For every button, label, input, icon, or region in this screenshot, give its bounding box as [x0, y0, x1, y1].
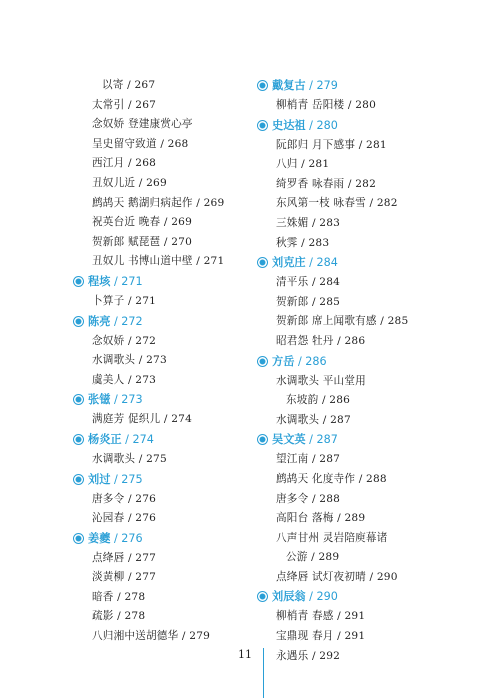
toc-entry: 三姝媚 / 283: [276, 216, 341, 229]
toc-author-heading: [258, 253, 458, 273]
toc-entry: 水调歌头 / 273: [92, 354, 167, 367]
toc-entry: 丑奴儿近 / 269: [92, 176, 167, 189]
author-page: / 275: [110, 472, 143, 486]
author-name: 戴复古: [272, 79, 306, 92]
toc-entry: 丑奴儿 书博山道中壁 / 271: [92, 255, 225, 268]
author-name: 程垓: [88, 274, 111, 288]
flower-bullet-icon: [258, 357, 267, 366]
toc-entry: 东坡韵 / 286: [286, 394, 351, 407]
flower-bullet-icon: [258, 121, 267, 130]
flower-bullet-icon: [258, 81, 267, 90]
author-name: 张镃: [88, 393, 111, 407]
author-name: 刘克庄: [272, 256, 306, 270]
toc-author-heading: [74, 470, 260, 490]
toc-entry: 卜算子 / 271: [92, 294, 157, 307]
toc-entry: 绮罗香 咏春雨 / 282: [276, 177, 377, 190]
toc-entry: 念奴娇 登建康赏心亭: [92, 118, 193, 131]
author-page: / 272: [110, 314, 143, 328]
toc-author-heading: [258, 76, 458, 96]
toc-author-heading: [74, 312, 260, 332]
author-page: / 290: [305, 590, 338, 604]
flower-bullet-icon: [74, 395, 83, 404]
toc-entry: 东风第一枝 咏春雪 / 282: [276, 197, 398, 210]
toc-column-left: [74, 76, 260, 647]
toc-entry: 点绛唇 试灯夜初晴 / 290: [276, 570, 398, 583]
toc-entry: 柳梢青 岳阳楼 / 280: [276, 99, 377, 111]
author-page: / 284: [305, 256, 338, 270]
author-name: 姜夔: [88, 531, 111, 545]
toc-entry: 贺新郎 赋琵琶 / 270: [92, 235, 193, 248]
author-name: 陈亮: [88, 314, 111, 328]
toc-entry: 祝英台近 晚春 / 269: [92, 216, 193, 229]
toc-author-heading: [258, 352, 458, 372]
toc-author-heading: [74, 430, 260, 450]
author-page: / 287: [305, 433, 338, 447]
toc-entry: 满庭芳 促织儿 / 274: [92, 413, 193, 426]
toc-entry: 以寄 / 267: [102, 79, 156, 91]
toc-entry: 望江南 / 287: [276, 453, 341, 466]
author-page: / 271: [110, 274, 143, 288]
author-page: / 276: [110, 531, 143, 545]
toc-entry: 宝鼎现 春月 / 291: [276, 630, 366, 643]
toc-entry: 鹧鸪天 化度寺作 / 288: [276, 472, 387, 485]
toc-entry: 唐多令 / 276: [92, 492, 157, 505]
toc-author-heading: [74, 390, 260, 410]
author-name: 史达祖: [272, 118, 306, 132]
toc-entry: 永遇乐 / 292: [276, 649, 341, 662]
toc-entry: 水调歌头 / 287: [276, 413, 351, 426]
toc-entry: 唐多令 / 288: [276, 492, 341, 505]
toc-entry: 沁园春 / 276: [92, 512, 157, 525]
toc-entry: 贺新郎 席上闻歌有感 / 285: [276, 315, 409, 328]
margin-rule: [263, 648, 264, 698]
page-number: 11: [238, 648, 252, 661]
toc-entry: 八归 / 281: [276, 158, 330, 171]
flower-bullet-icon: [74, 475, 83, 484]
author-name: 杨炎正: [88, 432, 122, 446]
flower-bullet-icon: [74, 534, 83, 543]
toc-entry: 念奴娇 / 272: [92, 334, 157, 347]
toc-entry: 阮郎归 月下感事 / 281: [276, 138, 387, 151]
author-name: 刘辰翁: [272, 590, 306, 604]
toc-entry: 昭君怨 牡丹 / 286: [276, 334, 366, 347]
toc-author-heading: [258, 116, 458, 136]
flower-bullet-icon: [74, 317, 83, 326]
toc-author-heading: [74, 529, 260, 549]
author-page: / 279: [305, 79, 338, 92]
toc-entry: 西江月 / 268: [92, 157, 157, 170]
flower-bullet-icon: [74, 435, 83, 444]
toc-entry: 八归湘中送胡德华 / 279: [92, 630, 211, 643]
toc-entry: 虞美人 / 273: [92, 373, 157, 386]
author-page: / 280: [305, 118, 338, 132]
author-name: 方岳: [272, 354, 295, 368]
toc-entry: 呈史留守致道 / 268: [92, 137, 189, 150]
toc-entry: 清平乐 / 284: [276, 276, 341, 289]
toc-entry: 公游 / 289: [286, 551, 340, 564]
toc-entry: 柳梢青 春感 / 291: [276, 610, 366, 623]
flower-bullet-icon: [258, 592, 267, 601]
toc-entry: 秋霁 / 283: [276, 236, 330, 249]
toc-entry: 水调歌头 平山堂用: [276, 374, 366, 387]
toc-entry: 水调歌头 / 275: [92, 452, 167, 465]
flower-bullet-icon: [258, 258, 267, 267]
toc-entry: 疏影 / 278: [92, 610, 146, 623]
toc-entry: 鹧鸪天 鹅湖归病起作 / 269: [92, 196, 225, 209]
author-name: 刘过: [88, 472, 111, 486]
toc-entry: 点绛唇 / 277: [92, 551, 157, 564]
flower-bullet-icon: [74, 277, 83, 286]
toc-author-heading: [258, 430, 458, 450]
toc-entry: 暗香 / 278: [92, 590, 146, 603]
toc-author-heading: [74, 272, 260, 292]
toc-entry: 高阳台 落梅 / 289: [276, 512, 366, 525]
flower-bullet-icon: [258, 435, 267, 444]
toc-entry: 淡黄柳 / 277: [92, 571, 157, 584]
toc-author-heading: [258, 587, 458, 607]
author-page: / 273: [110, 393, 143, 407]
author-name: 吴文英: [272, 433, 306, 447]
author-page: / 286: [294, 354, 327, 368]
toc-entry: 贺新郎 / 285: [276, 295, 341, 308]
toc-entry: 太常引 / 267: [92, 98, 157, 111]
toc-column-right: [258, 76, 458, 666]
toc-entry: 八声甘州 灵岩陪庾幕诸: [276, 531, 388, 544]
author-page: / 274: [121, 432, 154, 446]
